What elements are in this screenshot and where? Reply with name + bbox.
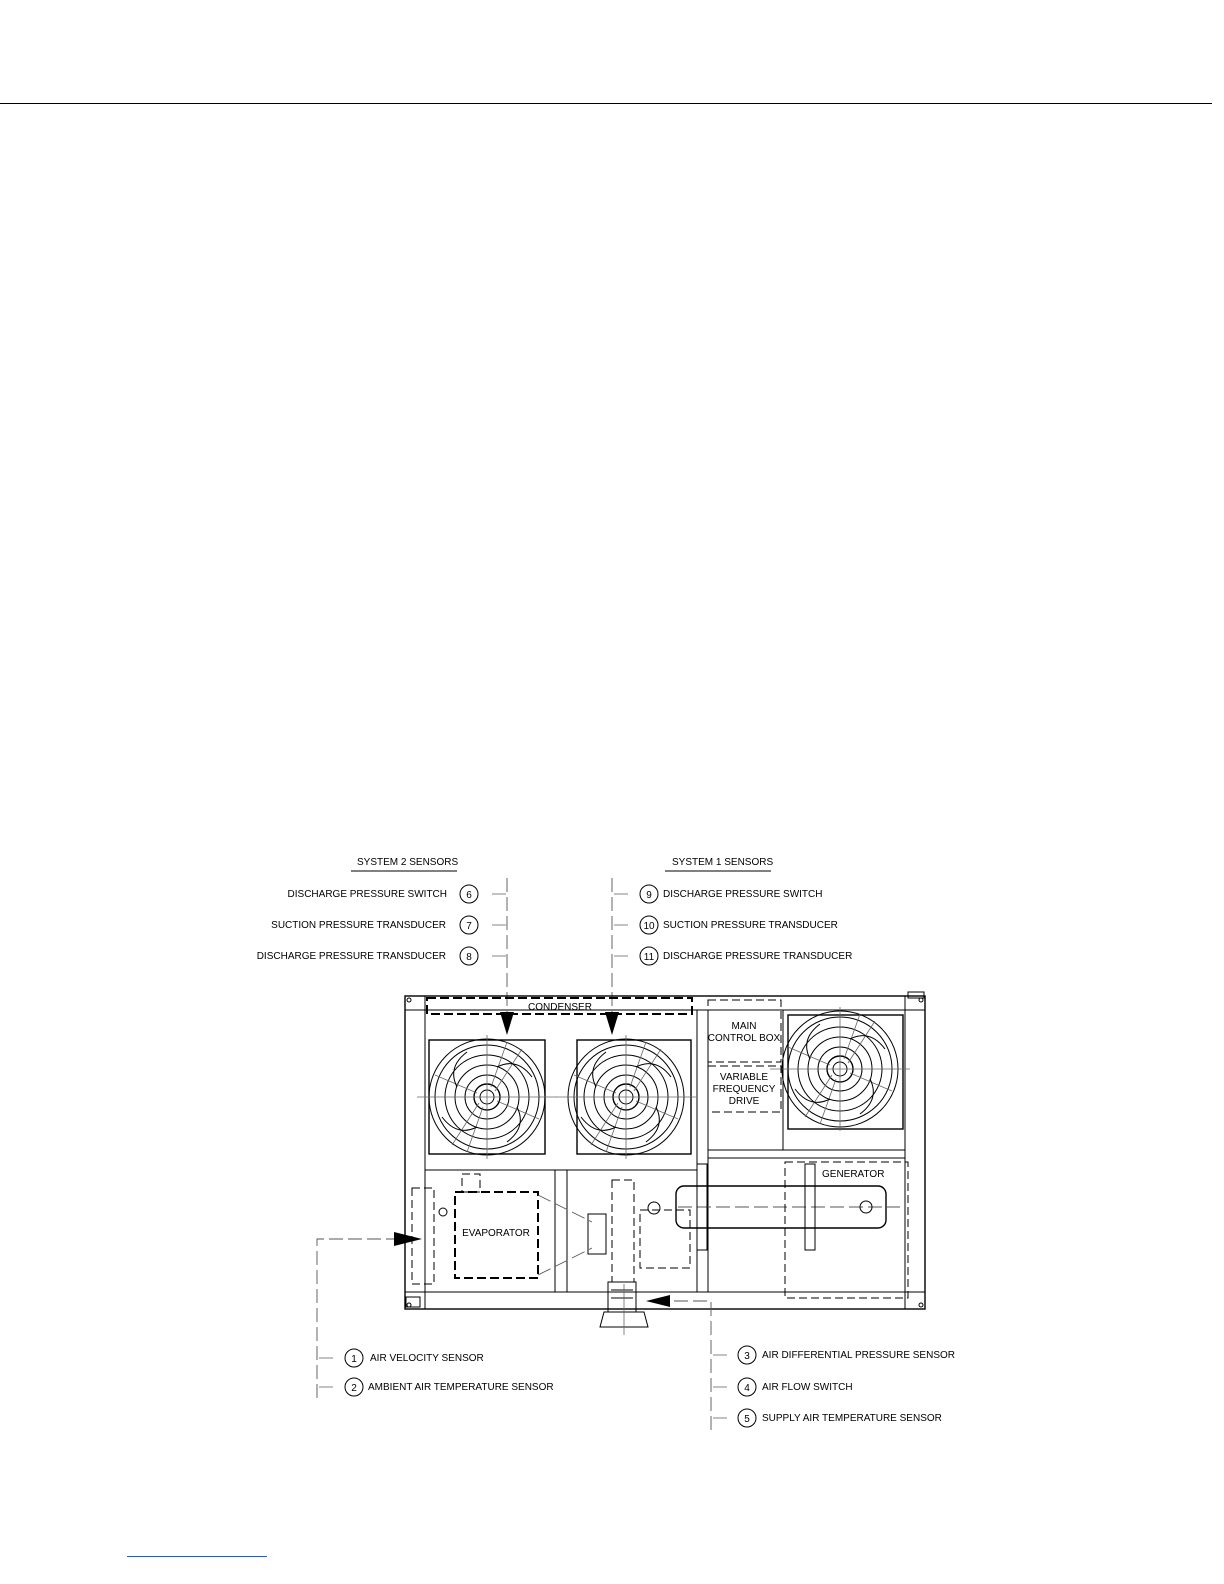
sensor-10-label: SUCTION PRESSURE TRANSDUCER bbox=[663, 920, 838, 931]
condenser-fan-3 bbox=[770, 1007, 910, 1131]
system-1-sensors-title: SYSTEM 1 SENSORS bbox=[672, 857, 774, 868]
footer-link-underline[interactable] bbox=[127, 1556, 267, 1557]
sensor-5-number: 5 bbox=[744, 1414, 750, 1425]
vfd-line-2: FREQUENCY bbox=[712, 1084, 776, 1095]
sensor-11-label: DISCHARGE PRESSURE TRANSDUCER bbox=[663, 951, 853, 962]
sensor-7-label: SUCTION PRESSURE TRANSDUCER bbox=[271, 920, 446, 931]
system-2-sensors-title: SYSTEM 2 SENSORS bbox=[357, 857, 459, 868]
vfd-line-3: DRIVE bbox=[728, 1096, 760, 1107]
generator-label: GENERATOR bbox=[822, 1169, 885, 1180]
evaporator-label: EVAPORATOR bbox=[462, 1228, 530, 1239]
sensor-1-label: AIR VELOCITY SENSOR bbox=[370, 1353, 484, 1364]
air-velocity-arrow bbox=[394, 1232, 422, 1246]
sensor-9-number: 9 bbox=[646, 890, 652, 901]
sensor-5-label: SUPPLY AIR TEMPERATURE SENSOR bbox=[762, 1413, 942, 1424]
sensor-4-label: AIR FLOW SWITCH bbox=[762, 1382, 853, 1393]
sensor-10-number: 10 bbox=[643, 921, 655, 932]
evaporator bbox=[412, 1174, 690, 1284]
sensor-7-number: 7 bbox=[466, 921, 472, 932]
sensor-3-number: 3 bbox=[744, 1351, 750, 1362]
sensor-3-label: AIR DIFFERENTIAL PRESSURE SENSOR bbox=[762, 1350, 955, 1361]
sensor-11-number: 11 bbox=[643, 952, 655, 963]
sensor-1-number: 1 bbox=[351, 1354, 357, 1365]
system-2-arrow bbox=[500, 1012, 514, 1035]
system-1-arrow bbox=[605, 1012, 619, 1035]
condenser-fan-2 bbox=[556, 1035, 696, 1159]
sensor-4-number: 4 bbox=[744, 1383, 750, 1394]
sensor-2-number: 2 bbox=[351, 1383, 357, 1394]
main-control-box-line-1: MAIN bbox=[731, 1021, 757, 1032]
sensor-8-label: DISCHARGE PRESSURE TRANSDUCER bbox=[256, 951, 446, 962]
main-control-box-line-2: CONTROL BOX bbox=[707, 1033, 781, 1044]
condenser-label: CONDENSER bbox=[528, 1002, 592, 1013]
sensor-8-number: 8 bbox=[466, 952, 472, 963]
condenser-fan-1 bbox=[417, 1035, 557, 1159]
sensor-9-label: DISCHARGE PRESSURE SWITCH bbox=[663, 889, 823, 900]
sensor-6-number: 6 bbox=[466, 890, 472, 901]
air-flow-arrow bbox=[646, 1295, 670, 1307]
sensor-6-label: DISCHARGE PRESSURE SWITCH bbox=[287, 889, 447, 900]
vfd-line-1: VARIABLE bbox=[719, 1072, 769, 1083]
sensor-2-label: AMBIENT AIR TEMPERATURE SENSOR bbox=[368, 1382, 554, 1393]
generator bbox=[676, 1162, 908, 1298]
